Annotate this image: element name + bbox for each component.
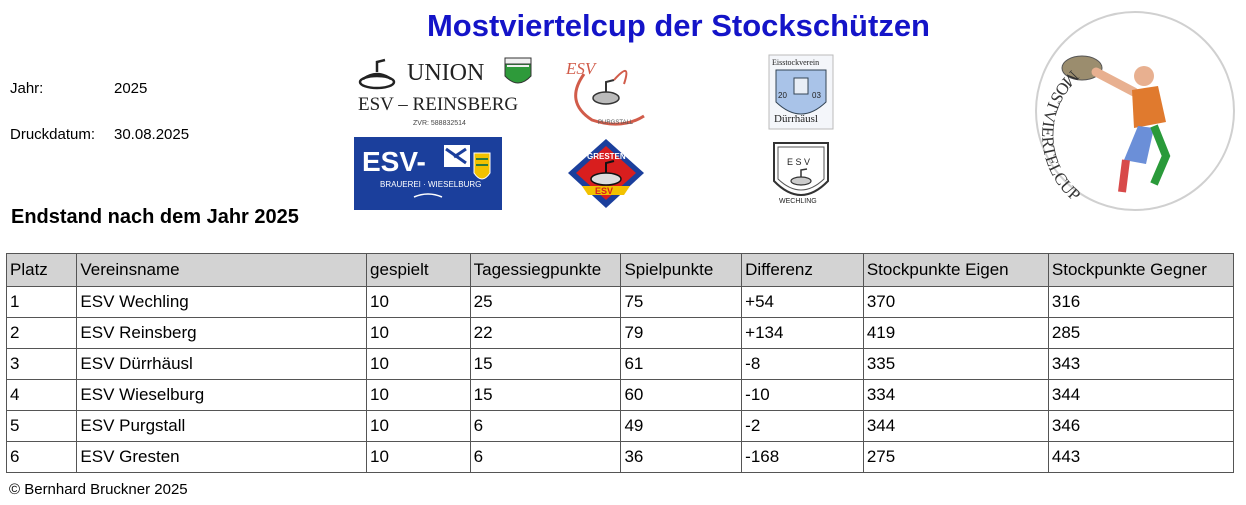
cell-stockpunkte-eigen: 370 [863, 287, 1048, 318]
union-text: UNION [407, 60, 485, 86]
header-tagessiegpunkte: Tagessiegpunkte [470, 254, 621, 287]
header-gespielt: gespielt [367, 254, 471, 287]
cell-vereinsname: ESV Dürrhäusl [77, 349, 367, 380]
cell-stockpunkte-gegner: 316 [1048, 287, 1233, 318]
cell-stockpunkte-eigen: 335 [863, 349, 1048, 380]
cell-differenz: -168 [742, 442, 864, 473]
cell-stockpunkte-eigen: 275 [863, 442, 1048, 473]
cell-vereinsname: ESV Gresten [77, 442, 367, 473]
union-esv-text: ESV – REINSBERG [358, 94, 519, 115]
header-spielpunkte: Spielpunkte [621, 254, 742, 287]
cell-differenz: -10 [742, 380, 864, 411]
purgstall-logo [562, 54, 656, 130]
cell-tagessiegpunkte: 25 [470, 287, 621, 318]
cell-gespielt: 10 [367, 287, 471, 318]
purgstall-esv-text: ESV [566, 59, 596, 78]
cell-differenz: +134 [742, 318, 864, 349]
table-row [7, 287, 1234, 318]
curling-stone-icon [593, 71, 626, 104]
cell-spielpunkte: 36 [621, 442, 742, 473]
cell-platz: 6 [7, 442, 77, 473]
cell-tagessiegpunkte: 6 [470, 442, 621, 473]
flag-icon [444, 145, 470, 167]
table-header-row [7, 254, 1234, 287]
cell-spielpunkte: 60 [621, 380, 742, 411]
page-title: Mostviertelcup der Stockschützen [426, 8, 930, 43]
standings-table [6, 253, 1234, 473]
curling-stone-icon [360, 60, 394, 88]
coat-of-arms-icon [505, 58, 531, 83]
cell-stockpunkte-gegner: 343 [1048, 349, 1233, 380]
standings-heading: Endstand nach dem Jahr 2025 [11, 206, 299, 228]
copyright-footer: © Bernhard Bruckner 2025 [9, 481, 188, 498]
header-differenz: Differenz [742, 254, 864, 287]
cell-stockpunkte-eigen: 419 [863, 318, 1048, 349]
cell-spielpunkte: 61 [621, 349, 742, 380]
cell-differenz: +54 [742, 287, 864, 318]
print-date-value: 30.08.2025 [114, 126, 190, 143]
cell-gespielt: 10 [367, 411, 471, 442]
wechling-esv-text: E S V [787, 157, 811, 167]
cell-platz: 5 [7, 411, 77, 442]
cell-tagessiegpunkte: 22 [470, 318, 621, 349]
cell-differenz: -2 [742, 411, 864, 442]
cell-tagessiegpunkte: 15 [470, 380, 621, 411]
cell-stockpunkte-eigen: 334 [863, 380, 1048, 411]
table-row [7, 411, 1234, 442]
gresten-logo [566, 137, 646, 210]
union-reinsberg-logo [355, 52, 541, 130]
wechling-name-text: WECHLING [779, 198, 817, 205]
wieselburg-logo [354, 137, 502, 210]
cell-tagessiegpunkte: 6 [470, 411, 621, 442]
cell-stockpunkte-gegner: 285 [1048, 318, 1233, 349]
year-value: 2025 [114, 80, 148, 97]
print-date-label: Druckdatum: [10, 126, 96, 143]
gresten-esv-text: ESV [595, 186, 614, 196]
cell-spielpunkte: 79 [621, 318, 742, 349]
durrhausl-club-text: Eisstockverein [772, 58, 820, 67]
cell-stockpunkte-gegner: 443 [1048, 442, 1233, 473]
table-row [7, 380, 1234, 411]
cell-tagessiegpunkte: 15 [470, 349, 621, 380]
gresten-name-text: GRESTEN [587, 152, 626, 161]
cell-spielpunkte: 49 [621, 411, 742, 442]
table-row [7, 349, 1234, 380]
header-platz: Platz [7, 254, 77, 287]
cell-vereinsname: ESV Wieselburg [77, 380, 367, 411]
durrhausl-year-right: 03 [812, 91, 821, 100]
cell-platz: 4 [7, 380, 77, 411]
cell-gespielt: 10 [367, 318, 471, 349]
union-zvr-text: ZVR: 588832514 [413, 120, 466, 127]
wechling-logo [768, 137, 834, 210]
cup-text: MOSTVIERTELCUP [1038, 66, 1085, 205]
durrhausl-name-text: Dürrhäusl [774, 113, 818, 125]
durrhausl-year-left: 20 [778, 91, 787, 100]
header-stockpunkte-eigen: Stockpunkte Eigen [863, 254, 1048, 287]
wieselburg-esv-text: ESV- [362, 146, 426, 177]
cell-stockpunkte-eigen: 344 [863, 411, 1048, 442]
cell-stockpunkte-gegner: 346 [1048, 411, 1233, 442]
cell-platz: 3 [7, 349, 77, 380]
purgstall-name-text: PURGSTALL [598, 120, 634, 126]
year-label: Jahr: [10, 80, 44, 97]
cell-differenz: -8 [742, 349, 864, 380]
cell-spielpunkte: 75 [621, 287, 742, 318]
crest-icon [474, 153, 490, 179]
mostviertelcup-logo [1034, 10, 1236, 212]
wieselburg-sub-text: BRAUEREI · WIESELBURG [380, 180, 482, 189]
cell-vereinsname: ESV Reinsberg [77, 318, 367, 349]
stock-icon [794, 78, 808, 94]
table-row [7, 442, 1234, 473]
header-stockpunkte-gegner: Stockpunkte Gegner [1048, 254, 1233, 287]
cell-platz: 2 [7, 318, 77, 349]
durrhausl-logo [768, 54, 834, 130]
header-vereinsname: Vereinsname [77, 254, 367, 287]
cell-vereinsname: ESV Wechling [77, 287, 367, 318]
cell-gespielt: 10 [367, 380, 471, 411]
cell-platz: 1 [7, 287, 77, 318]
cell-gespielt: 10 [367, 349, 471, 380]
table-row [7, 318, 1234, 349]
cell-vereinsname: ESV Purgstall [77, 411, 367, 442]
cell-gespielt: 10 [367, 442, 471, 473]
cell-stockpunkte-gegner: 344 [1048, 380, 1233, 411]
